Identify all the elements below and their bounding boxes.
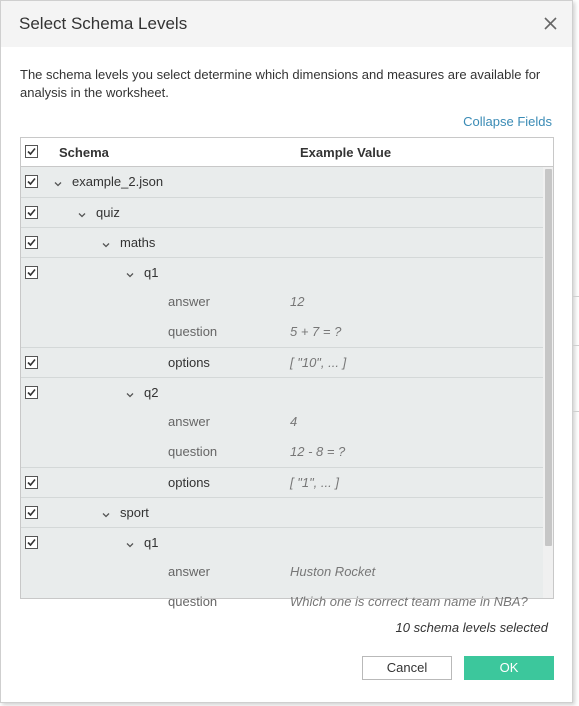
example-value: [ "1", ... ] [290, 475, 339, 490]
schema-label: maths [120, 235, 156, 250]
schema-level-checkbox[interactable] [25, 386, 38, 399]
table-row[interactable] [21, 317, 543, 347]
close-icon[interactable] [542, 15, 560, 33]
chevron-down-icon[interactable] [53, 176, 63, 186]
schema-label: question [168, 444, 218, 459]
tree-node-row[interactable] [21, 377, 543, 408]
dialog-titlebar [1, 1, 572, 47]
background-divider [573, 296, 579, 297]
dialog-description: The schema levels you select determine which dimensions and measures are available for analysis in the worksheet. [20, 67, 541, 100]
scrollbar-thumb[interactable] [545, 169, 552, 546]
ok-button[interactable]: OK [464, 656, 554, 680]
table-row[interactable] [21, 557, 543, 587]
selected-count-text: 10 schema levels selected [395, 620, 548, 635]
schema-label: answer [168, 414, 210, 429]
schema-label: sport [120, 505, 149, 520]
schema-level-checkbox[interactable] [25, 356, 38, 369]
schema-level-checkbox[interactable] [25, 506, 38, 519]
schema-table [20, 137, 554, 609]
schema-level-checkbox[interactable] [25, 206, 38, 219]
schema-label: answer [168, 294, 210, 309]
vertical-scrollbar[interactable] [543, 167, 553, 598]
schema-level-checkbox[interactable] [25, 175, 38, 188]
schema-level-checkbox[interactable] [25, 476, 38, 489]
chevron-down-icon[interactable] [125, 267, 135, 277]
dialog-title: Select Schema Levels [19, 14, 188, 33]
select-all-checkbox[interactable] [25, 145, 38, 158]
column-header-example-value: Example Value [300, 145, 392, 160]
table-row[interactable] [21, 287, 543, 317]
table-row[interactable] [21, 587, 543, 617]
chevron-down-icon[interactable] [125, 387, 135, 397]
tree-node-row[interactable] [21, 257, 543, 288]
column-header-schema: Schema [59, 145, 109, 160]
example-value: 5 + 7 = ? [290, 324, 342, 339]
example-value: 4 [290, 414, 298, 429]
chevron-down-icon[interactable] [77, 207, 87, 217]
background-divider [573, 411, 579, 412]
table-body [21, 167, 543, 609]
schema-level-checkbox[interactable] [25, 266, 38, 279]
chevron-down-icon[interactable] [101, 237, 111, 247]
cancel-button[interactable]: Cancel [362, 656, 452, 680]
tree-node-row[interactable] [21, 497, 543, 528]
tree-node-row[interactable] [21, 197, 543, 228]
chevron-down-icon[interactable] [125, 537, 135, 547]
example-value: Which one is correct team name in NBA? [290, 594, 528, 609]
tree-node-row[interactable] [21, 167, 543, 197]
table-row[interactable] [21, 407, 543, 437]
collapse-fields-link[interactable]: Collapse Fields [463, 114, 552, 129]
background-divider [573, 345, 579, 346]
schema-level-checkbox[interactable] [25, 236, 38, 249]
schema-label: options [168, 475, 210, 490]
example-value: [ "10", ... ] [290, 355, 347, 370]
tree-node-row[interactable] [21, 527, 543, 558]
schema-level-checkbox[interactable] [25, 536, 38, 549]
schema-label: example_2.json [72, 174, 164, 189]
schema-label: question [168, 594, 218, 609]
schema-label: quiz [96, 205, 120, 220]
schema-label: question [168, 324, 218, 339]
table-row[interactable] [21, 347, 543, 378]
table-header [21, 138, 553, 167]
table-row[interactable] [21, 437, 543, 467]
table-row[interactable] [21, 467, 543, 498]
example-value: 12 [290, 294, 305, 309]
example-value: 12 - 8 = ? [290, 444, 346, 459]
schema-label: q2 [144, 385, 159, 400]
schema-label: answer [168, 564, 210, 579]
example-value: Huston Rocket [290, 564, 376, 579]
schema-label: options [168, 355, 210, 370]
tree-node-row[interactable] [21, 227, 543, 258]
schema-label: q1 [144, 265, 159, 280]
schema-label: q1 [144, 535, 159, 550]
chevron-down-icon[interactable] [101, 507, 111, 517]
